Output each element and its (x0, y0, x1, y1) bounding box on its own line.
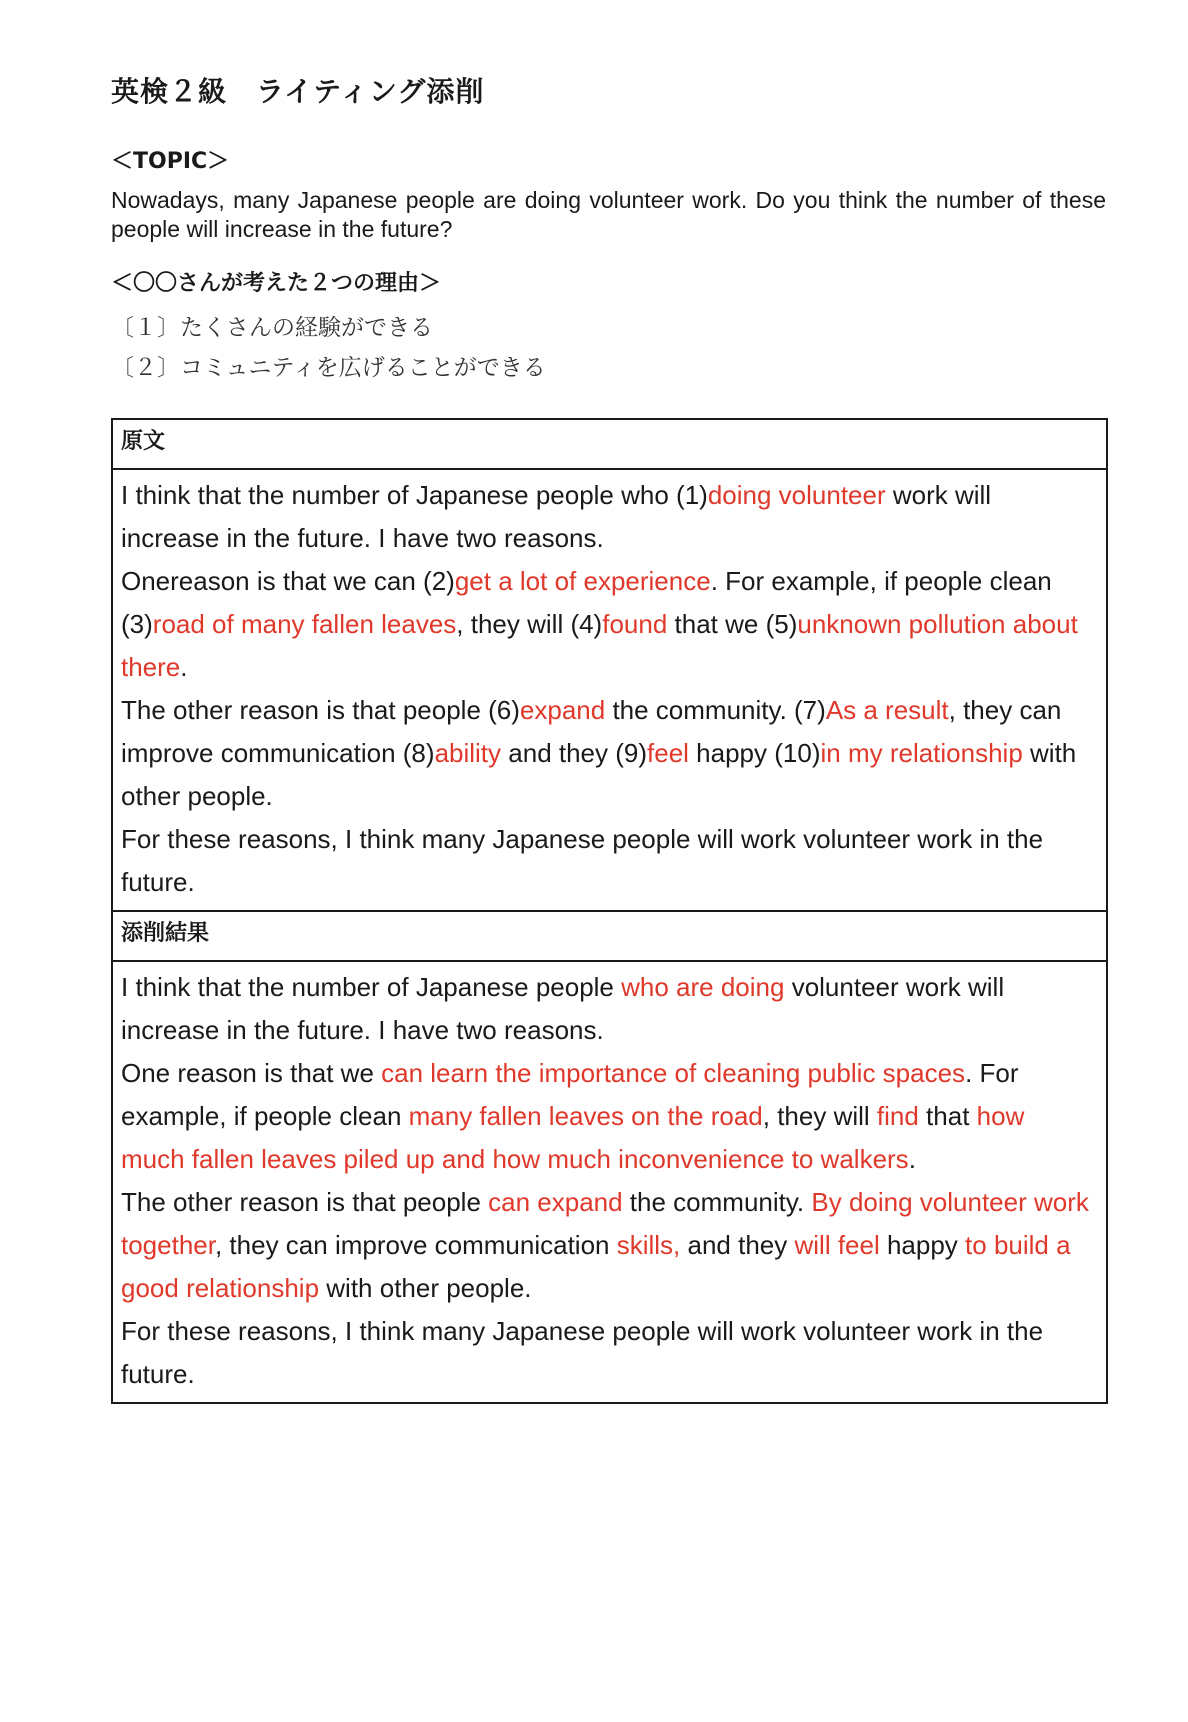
correction-text: As a result (825, 695, 949, 725)
corrected-header: 添削結果 (113, 910, 1106, 962)
page-title: 英検２級 ライティング添削 (111, 75, 485, 108)
text-segment: and they (9) (501, 738, 648, 768)
topic-text: Nowadays, many Japanese people are doing volunteer work. Do you think the number of these people will increase in the future? (111, 187, 1106, 242)
corrected-paragraph (121, 1181, 1094, 1310)
correction-text: in my relationship (820, 738, 1023, 768)
text-segment: work will increase in the future. I have two reasons. (121, 480, 992, 553)
topic-heading: ＜TOPIC＞ (111, 149, 230, 174)
correction-text: can learn the importance of cleaning public spaces (381, 1058, 966, 1088)
correction-text: ability (434, 738, 502, 768)
text-segment: , they can improve communication (214, 1230, 617, 1260)
original-paragraph (121, 689, 1094, 818)
reason-item-1: 〔１〕たくさんの経験ができる (111, 315, 433, 341)
text-segment: The other reason is that people (6) (121, 695, 520, 725)
reason-item-2: 〔２〕コミュニティを広げることができる (111, 355, 546, 381)
text-segment: happy (879, 1230, 966, 1260)
correction-text: feel (647, 738, 689, 768)
corrected-paragraph (121, 1310, 1094, 1396)
correction-text: expand (519, 695, 606, 725)
text-segment: For these reasons, I think many Japanese people will work volunteer work in the future. (121, 824, 1044, 897)
correction-text: to build a good relationship (121, 1230, 1071, 1303)
text-segment: Onereason is that we can (2) (121, 566, 455, 596)
original-paragraph (121, 474, 1094, 560)
original-text (113, 470, 1106, 910)
text-segment: The other reason is that people (121, 1187, 489, 1217)
correction-text: doing volunteer (707, 480, 886, 510)
original-paragraph (121, 818, 1094, 904)
corrected-paragraph (121, 966, 1094, 1052)
correction-text: will feel (794, 1230, 880, 1260)
text-segment: I think that the number of Japanese people who (1) (121, 480, 708, 510)
text-segment: that (918, 1101, 977, 1131)
correction-text: By doing volunteer work together (121, 1187, 1089, 1260)
original-paragraph (121, 560, 1094, 689)
corrected-text (113, 962, 1106, 1402)
text-segment: . For example, if people clean (121, 1058, 1019, 1131)
text-segment: I think that the number of Japanese people (121, 972, 622, 1002)
correction-text: get a lot of experience (454, 566, 711, 596)
reasons-list (111, 308, 1106, 388)
correction-text: how much fallen leaves piled up and how much inconvenience to walkers (121, 1101, 1025, 1174)
text-segment: and they (680, 1230, 795, 1260)
correction-text: unknown pollution about there (121, 609, 1078, 682)
correction-text: who are doing (621, 972, 785, 1002)
original-header: 原文 (113, 420, 1106, 470)
text-segment: , they will (762, 1101, 877, 1131)
reasons-heading: ＜〇〇さんが考えた２つの理由＞ (111, 271, 442, 296)
text-segment: , they can improve communication (8) (121, 695, 1062, 768)
text-segment: One reason is that we (121, 1058, 382, 1088)
text-segment: happy (10) (688, 738, 821, 768)
text-segment: . (908, 1144, 916, 1174)
text-segment: , they will (4) (456, 609, 603, 639)
correction-text: road of many fallen leaves (152, 609, 457, 639)
text-segment: volunteer work will increase in the future. I have two reasons. (121, 972, 1005, 1045)
correction-text: find (876, 1101, 919, 1131)
document-page (111, 72, 1106, 1404)
text-segment: the community. (7) (605, 695, 826, 725)
correction-text: skills, (616, 1230, 681, 1260)
text-segment: . (180, 652, 188, 682)
text-segment: that we (5) (667, 609, 798, 639)
correction-text: found (602, 609, 668, 639)
text-segment: For these reasons, I think many Japanese people will work volunteer work in the future. (121, 1316, 1044, 1389)
text-segment: . For example, if people clean (3) (121, 566, 1052, 639)
correction-text: can expand (488, 1187, 623, 1217)
text-segment: with other people. (121, 738, 1077, 811)
corrected-paragraph (121, 1052, 1094, 1181)
essay-table (111, 418, 1108, 1404)
text-segment: the community. (622, 1187, 812, 1217)
correction-text: many fallen leaves on the road (408, 1101, 763, 1131)
text-segment: with other people. (319, 1273, 532, 1303)
